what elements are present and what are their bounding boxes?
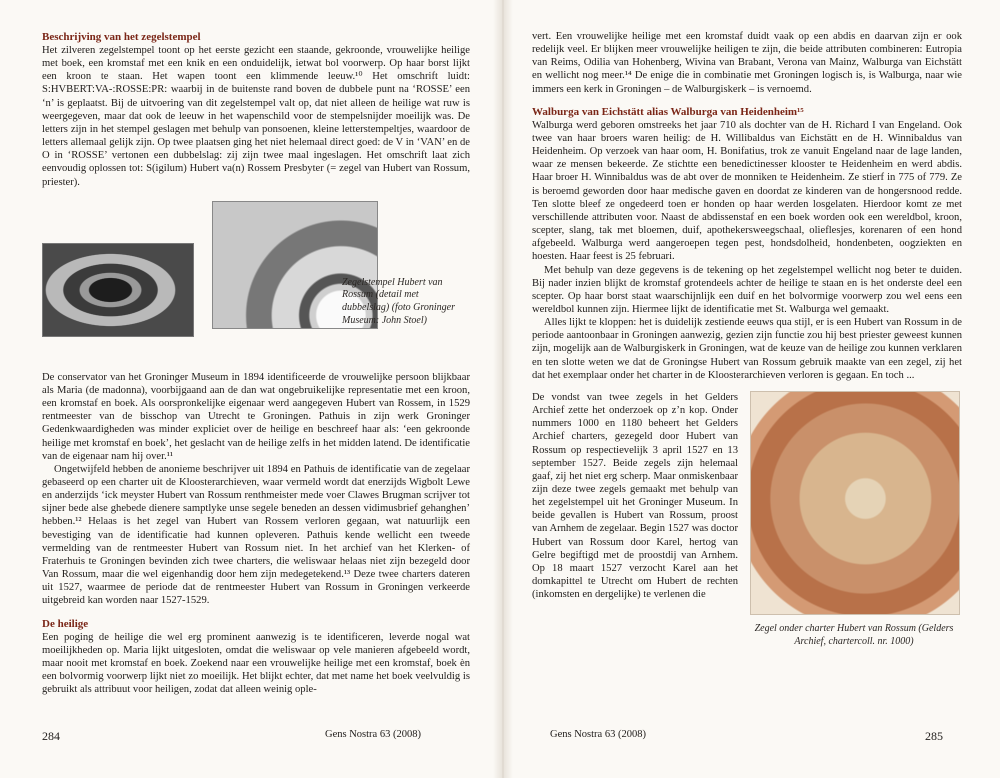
- page-number-left: 284: [42, 729, 60, 743]
- figure-wax-seal: [750, 391, 958, 648]
- paragraph: Walburga werd geboren omstreeks het jaar 710 als dochter van de H. Richard I van Engeland. Ook twee van haar broers waren heilig: de H. Willibaldus van Eichstätt en de H. Winnibaldus van Heidenheim. Op verzoek van haar oom, H. Bonifatius, trok ze vanuit Engeland naar de lage landen, waar ze mensen bekeerde. Ze stichtte een benedictinesser klooster te Heidenheim en werd abdis. Haar broer H. Winnibaldus was de abt over de monniken te Heidenheim. Ze stierf in 775 of 779. Ze is beroemd geworden door haar medische gaven en doordat ze kinderen van de hongersnood redde. Ten slotte bleef ze ongedeerd toen er honden op haar werden losgelaten. Hierdoor komt ze met verschillende attributen voor. Naast de abdissenstaf en een boek worden ook een wereldbol, kroon, scepter, slang, tak met bloemen, duif, apothekersweegschaal, olieflesjes, korenaren of een hond afgebeeld. Walburga werd aangeroepen tegen pest, hondsdolheid, hondenbeten, oogziekten en hoesten. Haar feest is 25 februari.: [532, 119, 962, 263]
- journal-footer-left: Gens Nostra 63 (2008): [325, 729, 421, 740]
- book-gutter: [493, 0, 513, 778]
- journal-footer-right: Gens Nostra 63 (2008): [550, 729, 646, 740]
- wax-seal-photo: [750, 391, 960, 615]
- seal-detail-photo-1: [42, 243, 194, 337]
- paragraph: Een poging de heilige die wel erg prominent aanwezig is te identificeren, leverde nogal wat moeilijkheden op. Maria lijkt uitgesloten, omdat die weliswaar op vele manieren afgebeeld wordt, maar nooit met kromstaf en boek. Zoekend naar een vrouwelijke heilige met een kromstaf, boek èn een bolvormig voorwerp lijkt niet zo moeilijk. Het blijkt echter, dat met name het boek veelvuldig is gebruikt als attribuut voor heiligen, zodat dat alleen weinig ople-: [42, 631, 470, 696]
- figure-seal-stamp-detail: [42, 195, 470, 367]
- section-heading-saint: De heilige: [42, 617, 89, 630]
- seal-caption: Zegel onder charter Hubert van Rossum (Gelders Archief, chartercoll. nr. 1000): [754, 622, 954, 647]
- section-heading-seal-description: Beschrijving van het zegelstempel: [42, 31, 201, 43]
- paragraph: Met behulp van deze gegevens is de tekening op het zegelstempel wellicht nog beter te duiden. Bij nader inzien blijkt de kromstaf grotendeels achter de heilige te staan en is het onderste deel een scepter. Op haar borst staat waarschijnlijk een duif en het bolvormige voorwerp zou wel eens een wereldbol kunnen zijn. Hiermee lijkt de identificatie met St. Walburga wel gemaakt.: [532, 264, 962, 315]
- paragraph: Ongetwijfeld hebben de anonieme beschrijver uit 1894 en Pathuis de identificatie van de zegelaar gebaseerd op een charter uit de Kloosterarchieven, waar vermeld wordt dat enerzijds Wigbolt Lewe en anderzijds ‘ick meyster Hubert van Rossum renthmeister mede voer Clawes Brugman scrijver tot sijner bede alse ghebede dienere samptlyke unse segele beneden an dessen vidimusbrief gehanghen’ hebben.¹² Helaas is het zegel van Hubert van Rossem verloren gegaan, wat natuurlijk een bevestiging van de identificatie had kunnen opleveren. Pathuis kende wellicht een tweede vermelding van de rentmeester Hubert van Rossum niet. In het archief van het Klerken- of Fraterhuis te Groningen bevinden zich twee charters, die weliswaar helaas niet zijn bezegeld door Van Rossum, maar die wel eigenhandig door hem zijn medegetekend.¹³ Deze twee charters dateren uit 1527, waarmee de periode dat de rentmeester Hubert van Rossum in Groningen verkeerde uitgebreid kan worden naar 1527-1529.: [42, 463, 470, 607]
- paragraph: Het zilveren zegelstempel toont op het eerste gezicht een staande, gekroonde, vrouwelijke heilige met boek, een kromstaf met een knik en een onduidelijk, ietwat bol voorwerp. Op haar borst lijkt een kroon te staan. Het wapen toont een klimmende leeuw.¹⁰ Het omschrift luidt: S:HVBERT:VA-:ROSSE:PR: waarbij in de buitenste rand boven de dubbele punt na ‘ROSSE’ een ‘n’ is geplaatst. Bij de uitvoering van dit zegelstempel valt op, dat niet alleen de heilige wat ruw is weergegeven, maar dat ook de leeuw in het wapenschild voor de stempelsnijder moeilijk was. De letters zijn in het stempel geslagen met behulp van ponsoenen, kleine letterstempeltjes, waardoor de letters allemaal gelijk zijn. Op twee plaatsen ging het niet helemaal direct goed: de V in ‘VAN’ en de O in ‘ROSSE’ vertonen een dubbelslag: zij zijn twee maal ingeslagen. Het omschrift laat zich eenvoudig oplossen tot: S(igilum) Hubert va(n) Rossem Presbyter (= zegel van Hubert van Rossum, priester).: [42, 45, 470, 188]
- figure-caption: Zegelstempel Hubert van Rossum (detail met dubbelslag) (foto Groninger Museum: John Stoel): [342, 276, 455, 326]
- paragraph: De vondst van twee zegels in het Gelders Archief zette het onderzoek op z’n kop. Onder nummers 1000 en 1180 beheert het Gelders Archief charters, gezegeld door Hubert van Rossum op respectievelijk 3 april 1527 en 13 september 1527. Beide zegels zijn helemaal gaaf, zij het niet erg scherp. Maar onmiskenbaar zijn deze twee zegels gemaakt met behulp van het zegelstempel uit het Groninger Museum. In beide gevallen is Hubert van Rossum, proost van Arnhem de zegelaar. Begin 1527 was doctor Hubert van Rossum door Karel, hertog van Gelre begiftigd met de proostdij van Arnhem. Op 18 maart 1527 verzocht Karel aan het domkapittel te Utrecht om Hubert de rechten (inkomsten en dergelijke) te verlenen die: [532, 391, 738, 601]
- paragraph: vert. Een vrouwelijke heilige met een kromstaf duidt vaak op een abdis en daarvan zijn er ook redelijk veel. Er blijken meer vrouwelijke heiligen te zijn, die beide attributen combineren: Eutropia van Reims, Odilia van Hohenberg, Wivina van Brabant, Verona van Mainz, Walburga van Eichstätt en wellicht nog meer.¹⁴ De enige die in combinatie met Groningen logisch is, is Walburga, naar wie immers een kerk in Groningen – de Walburgiskerk – is vernoemd.: [532, 31, 962, 95]
- seal-text-column: [532, 391, 738, 648]
- page-number-right: 285: [925, 729, 943, 743]
- left-page: [42, 30, 470, 696]
- seal-section: [532, 391, 962, 648]
- paragraph: Alles lijkt te kloppen: het is duidelijk zestiende eeuws qua stijl, er is een Hubert van Rossum in de periode aantoonbaar in Groningen aanwezig, gezien zijn functie zou hij best priester geweest kunnen zijn, mogelijk aan de Walburgiskerk in Groningen, wat de keuze van de heilige zou kunnen verklaren en ten slotte weten we dat de Groningse Hubert van Rossum gebruik maakte van een zegel, zij het dat het exemplaar onder het charter in de Kloosterarchieven verloren is gegaan. En toch ...: [532, 317, 962, 381]
- section-heading-walburga: Walburga van Eichstätt alias Walburga van Heidenheim¹⁵: [532, 105, 804, 118]
- paragraph: De conservator van het Groninger Museum in 1894 identificeerde de vrouwelijke persoon blijkbaar als Maria (de madonna), voorbijgaand aan de dan wat ongebruikelijke representatie met een kroon, een kromstaf en boek. Als oorspronkelijke eigenaar werd aangegeven Hubert van Rossem, in 1529 rentmeester van de bisschop van Utrecht te Groningen. Pathuis in zijn werk Groninger Gedenkwaardigheden was minder expliciet over de heilige en beschreef haar als: ‘een gekroonde heilige met kromstaf en boek’, het geslacht van de heilige zelfs in het midden latend. De identificatie van de eigenaar nam hij over.¹¹: [42, 371, 470, 462]
- right-page: [532, 30, 962, 648]
